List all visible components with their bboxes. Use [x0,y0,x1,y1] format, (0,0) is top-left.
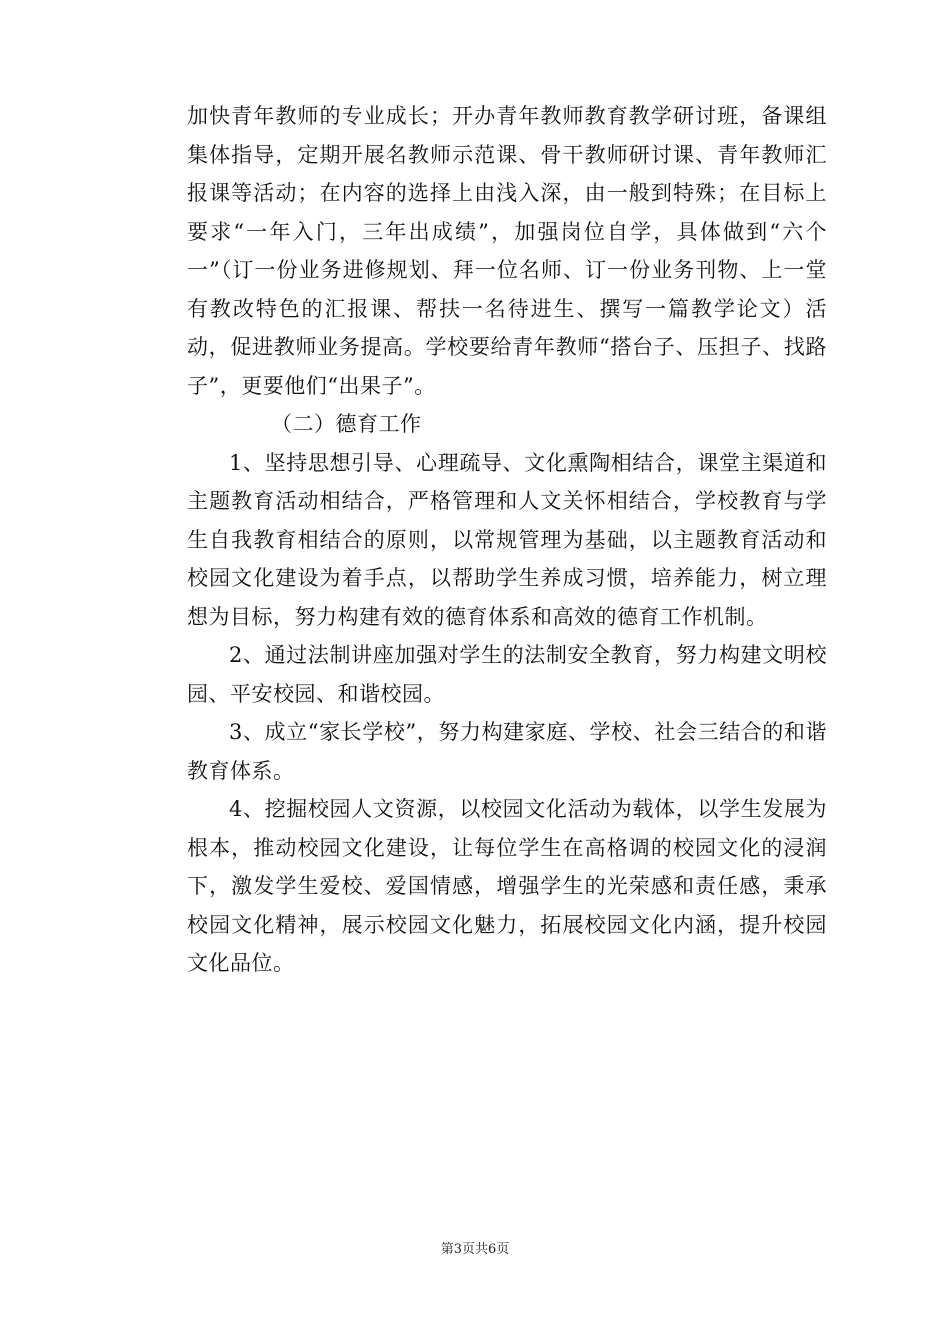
list-item-1: 1、坚持思想引导、心理疏导、文化熏陶相结合，课堂主渠道和主题教育活动相结合，严格管理和人文关怀相结合，学校教育与学生自我教育相结合的原则，以常规管理为基础，以主题教育活动和校园文化建设为着手点，以帮助学生养成习惯，培养能力，树立理想为目标，努力构建有效的德育体系和高效的德育工作机制。 [187,450,827,629]
document-body [187,97,827,983]
page-number-footer: 第3页共6页 [440,1242,510,1257]
list-item-3: 3、成立“家长学校”，努力构建家庭、学校、社会三结合的和谐教育体系。 [187,720,827,783]
list-item-2: 2、通过法制讲座加强对学生的法制安全教育，努力构建文明校园、平安校园、和谐校园。 [187,643,827,706]
paragraph-continuation: 加快青年教师的专业成长；开办青年教师教育教学研讨班，备课组集体指导，定期开展名教师示范课、骨干教师研讨课、青年教师汇报课等活动；在内容的选择上由浅入深，由一般到特殊；在目标上要求“一年入门，三年出成绩”，加强岗位自学，具体做到“六个一”（订一份业务进修规划、拜一位名师、订一份业务刊物、上一堂有教改特色的汇报课、帮扶一名待进生、撰写一篇教学论文）活动，促进教师业务提高。学校要给青年教师“搭台子、压担子、找路子”，更要他们“出果子”。 [187,104,827,398]
list-item-4: 4、挖掘校园人文资源，以校园文化活动为载体，以学生发展为根本，推动校园文化建设，让每位学生在高格调的校园文化的浸润下，激发学生爱校、爱国情感，增强学生的光荣感和责任感，秉承校园文化精神，展示校园文化魅力，拓展校园文化内涵，提升校园文化品位。 [187,797,827,975]
section-heading-moral-education: （二）德育工作 [271,412,422,436]
